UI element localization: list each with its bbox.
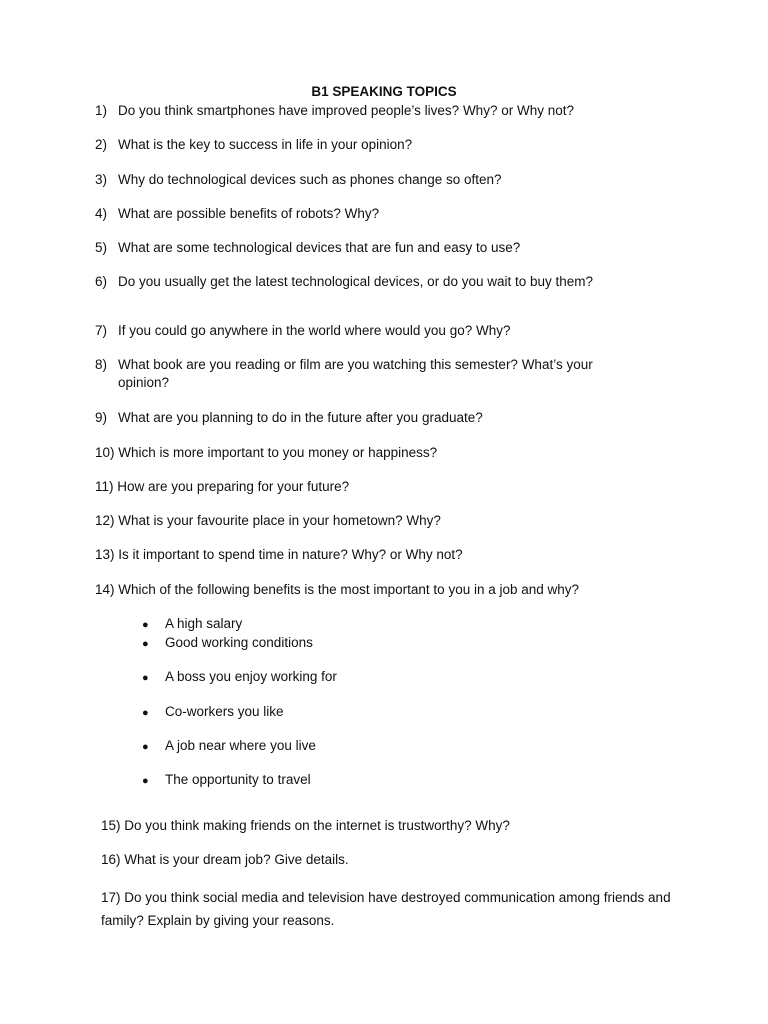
question-text: Which of the following benefits is the most important to you in a job and why? [118, 582, 580, 597]
benefit-item [142, 668, 337, 687]
question-text: What are some technological devices that are fun and easy to use? [118, 240, 521, 255]
question-number: 7) [95, 323, 108, 338]
bullet-icon: ● [142, 638, 149, 650]
question-text-continued: opinion? [118, 375, 170, 390]
question-number: 10) [95, 445, 115, 460]
benefit-item [142, 771, 311, 790]
question-text: What is the key to success in life in your opinion? [118, 137, 413, 152]
question-5 [95, 239, 655, 257]
question-12 [95, 512, 655, 530]
question-6 [95, 273, 695, 291]
bullet-icon: ● [142, 707, 149, 719]
question-14 [95, 581, 695, 599]
question-text: If you could go anywhere in the world where would you go? Why? [118, 323, 511, 338]
benefit-text: Good working conditions [165, 635, 313, 650]
question-text: What are possible benefits of robots? Why? [118, 206, 380, 221]
question-text: What are you planning to do in the future after you graduate? [118, 410, 483, 425]
question-number: 5) [95, 240, 108, 255]
bullet-icon: ● [142, 672, 149, 684]
benefit-text: A high salary [165, 616, 243, 631]
question-15: 15) Do you think making friends on the internet is trustworthy? Why? [101, 818, 510, 833]
question-8 [95, 356, 695, 392]
question-number: 11) [95, 479, 114, 494]
question-17: 17) Do you think social media and television have destroyed communication among friends and family? Explain by giving your reasons. [101, 890, 671, 928]
question-11 [95, 478, 655, 496]
question-number: 6) [95, 274, 108, 289]
question-7 [95, 322, 655, 340]
question-text: Why do technological devices such as phones change so often? [118, 172, 502, 187]
benefit-text: A boss you enjoy working for [165, 669, 337, 684]
question-text: Do you usually get the latest technological devices, or do you wait to buy them? [118, 274, 594, 289]
question-13 [95, 546, 655, 564]
question-text: Which is more important to you money or happiness? [118, 445, 438, 460]
question-number: 8) [95, 357, 108, 372]
benefit-item [142, 737, 316, 756]
question-number: 12) [95, 513, 115, 528]
benefit-text: The opportunity to travel [165, 772, 311, 787]
question-text: What is your favourite place in your hometown? Why? [118, 513, 441, 528]
question-10 [95, 444, 655, 462]
question-16: 16) What is your dream job? Give details. [101, 852, 349, 867]
question-4 [95, 205, 655, 223]
benefit-item [142, 703, 284, 722]
question-number: 4) [95, 206, 108, 221]
question-3 [95, 171, 655, 189]
bullet-icon: ● [142, 619, 149, 631]
benefit-text: A job near where you live [165, 738, 316, 753]
question-number: 13) [95, 547, 115, 562]
benefit-item [142, 615, 242, 634]
benefit-text: Co-workers you like [165, 704, 284, 719]
question-number: 2) [95, 137, 108, 152]
question-number: 3) [95, 172, 108, 187]
question-text: Is it important to spend time in nature? Why? or Why not? [118, 547, 463, 562]
question-text: What book are you reading or film are you watching this semester? What’s your [118, 357, 593, 372]
benefit-item [142, 634, 313, 653]
question-2 [95, 136, 655, 154]
question-9 [95, 409, 655, 427]
question-number: 1) [95, 103, 108, 118]
question-number: 9) [95, 410, 108, 425]
bullet-icon: ● [142, 741, 149, 753]
page-title: B1 SPEAKING TOPICS [311, 84, 457, 99]
question-number: 14) [95, 582, 115, 597]
bullet-icon: ● [142, 775, 149, 787]
question-text: Do you think smartphones have improved people’s lives? Why? or Why not? [118, 103, 574, 118]
question-text: How are you preparing for your future? [117, 479, 350, 494]
question-1 [95, 102, 655, 120]
